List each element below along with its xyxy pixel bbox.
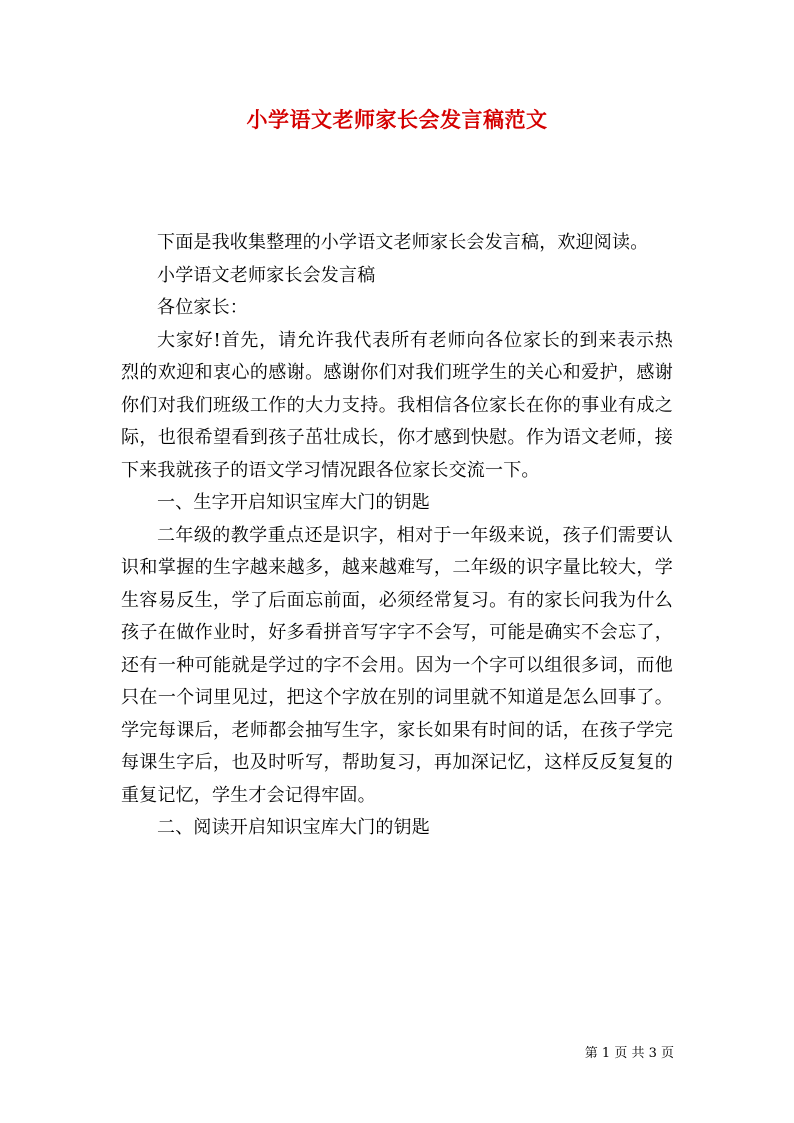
section-heading-2: 二、阅读开启知识宝库大门的钥匙 — [157, 817, 430, 838]
paragraph-salutation: 各位家长： — [157, 297, 248, 318]
document-title: 小学语文老师家长会发言稿范文 — [246, 107, 548, 132]
paragraph-greeting: 大家好!首先，请允许我代表所有老师向各位家长的到来表示热烈的欢迎和衷心的感谢。感谢你们对我们班学生的关心和爱护，感谢你们对我们班级工作的大力支持。我相信各位家长在你的事业有成之际，也很希望看到孩子茁壮成长，你才感到快慰。作为语文老师，接下来我就孩子的语文学习情况跟各位家长交流一下。 — [121, 329, 673, 481]
document-body — [121, 227, 673, 845]
paragraph-intro: 下面是我收集整理的小学语文老师家长会发言稿，欢迎阅读。 — [157, 232, 649, 253]
section-heading-1: 一、生字开启知识宝库大门的钥匙 — [157, 492, 430, 513]
paragraph-section-1: 二年级的教学重点还是识字，相对于一年级来说，孩子们需要认识和掌握的生字越来越多，越来越难写，二年级的识字量比较大，学生容易反生，学了后面忘前面，必须经常复习。有的家长问我为什么孩子在做作业时，好多看拼音写字字不会写，可能是确实不会忘了，还有一种可能就是学过的字不会用。因为一个字可以组很多词，而他只在一个词里见过，把这个字放在别的词里就不知道是怎么回事了。学完每课后，老师都会抽写生字，家长如果有时间的话，在孩子学完每课生字后，也及时听写，帮助复习，再加深记忆，这样反反复复的重复记忆，学生才会记得牢固。 — [121, 524, 673, 806]
page-number-footer: 第 1 页 共 3 页 — [584, 1046, 674, 1061]
paragraph-subtitle: 小学语文老师家长会发言稿 — [157, 264, 376, 286]
